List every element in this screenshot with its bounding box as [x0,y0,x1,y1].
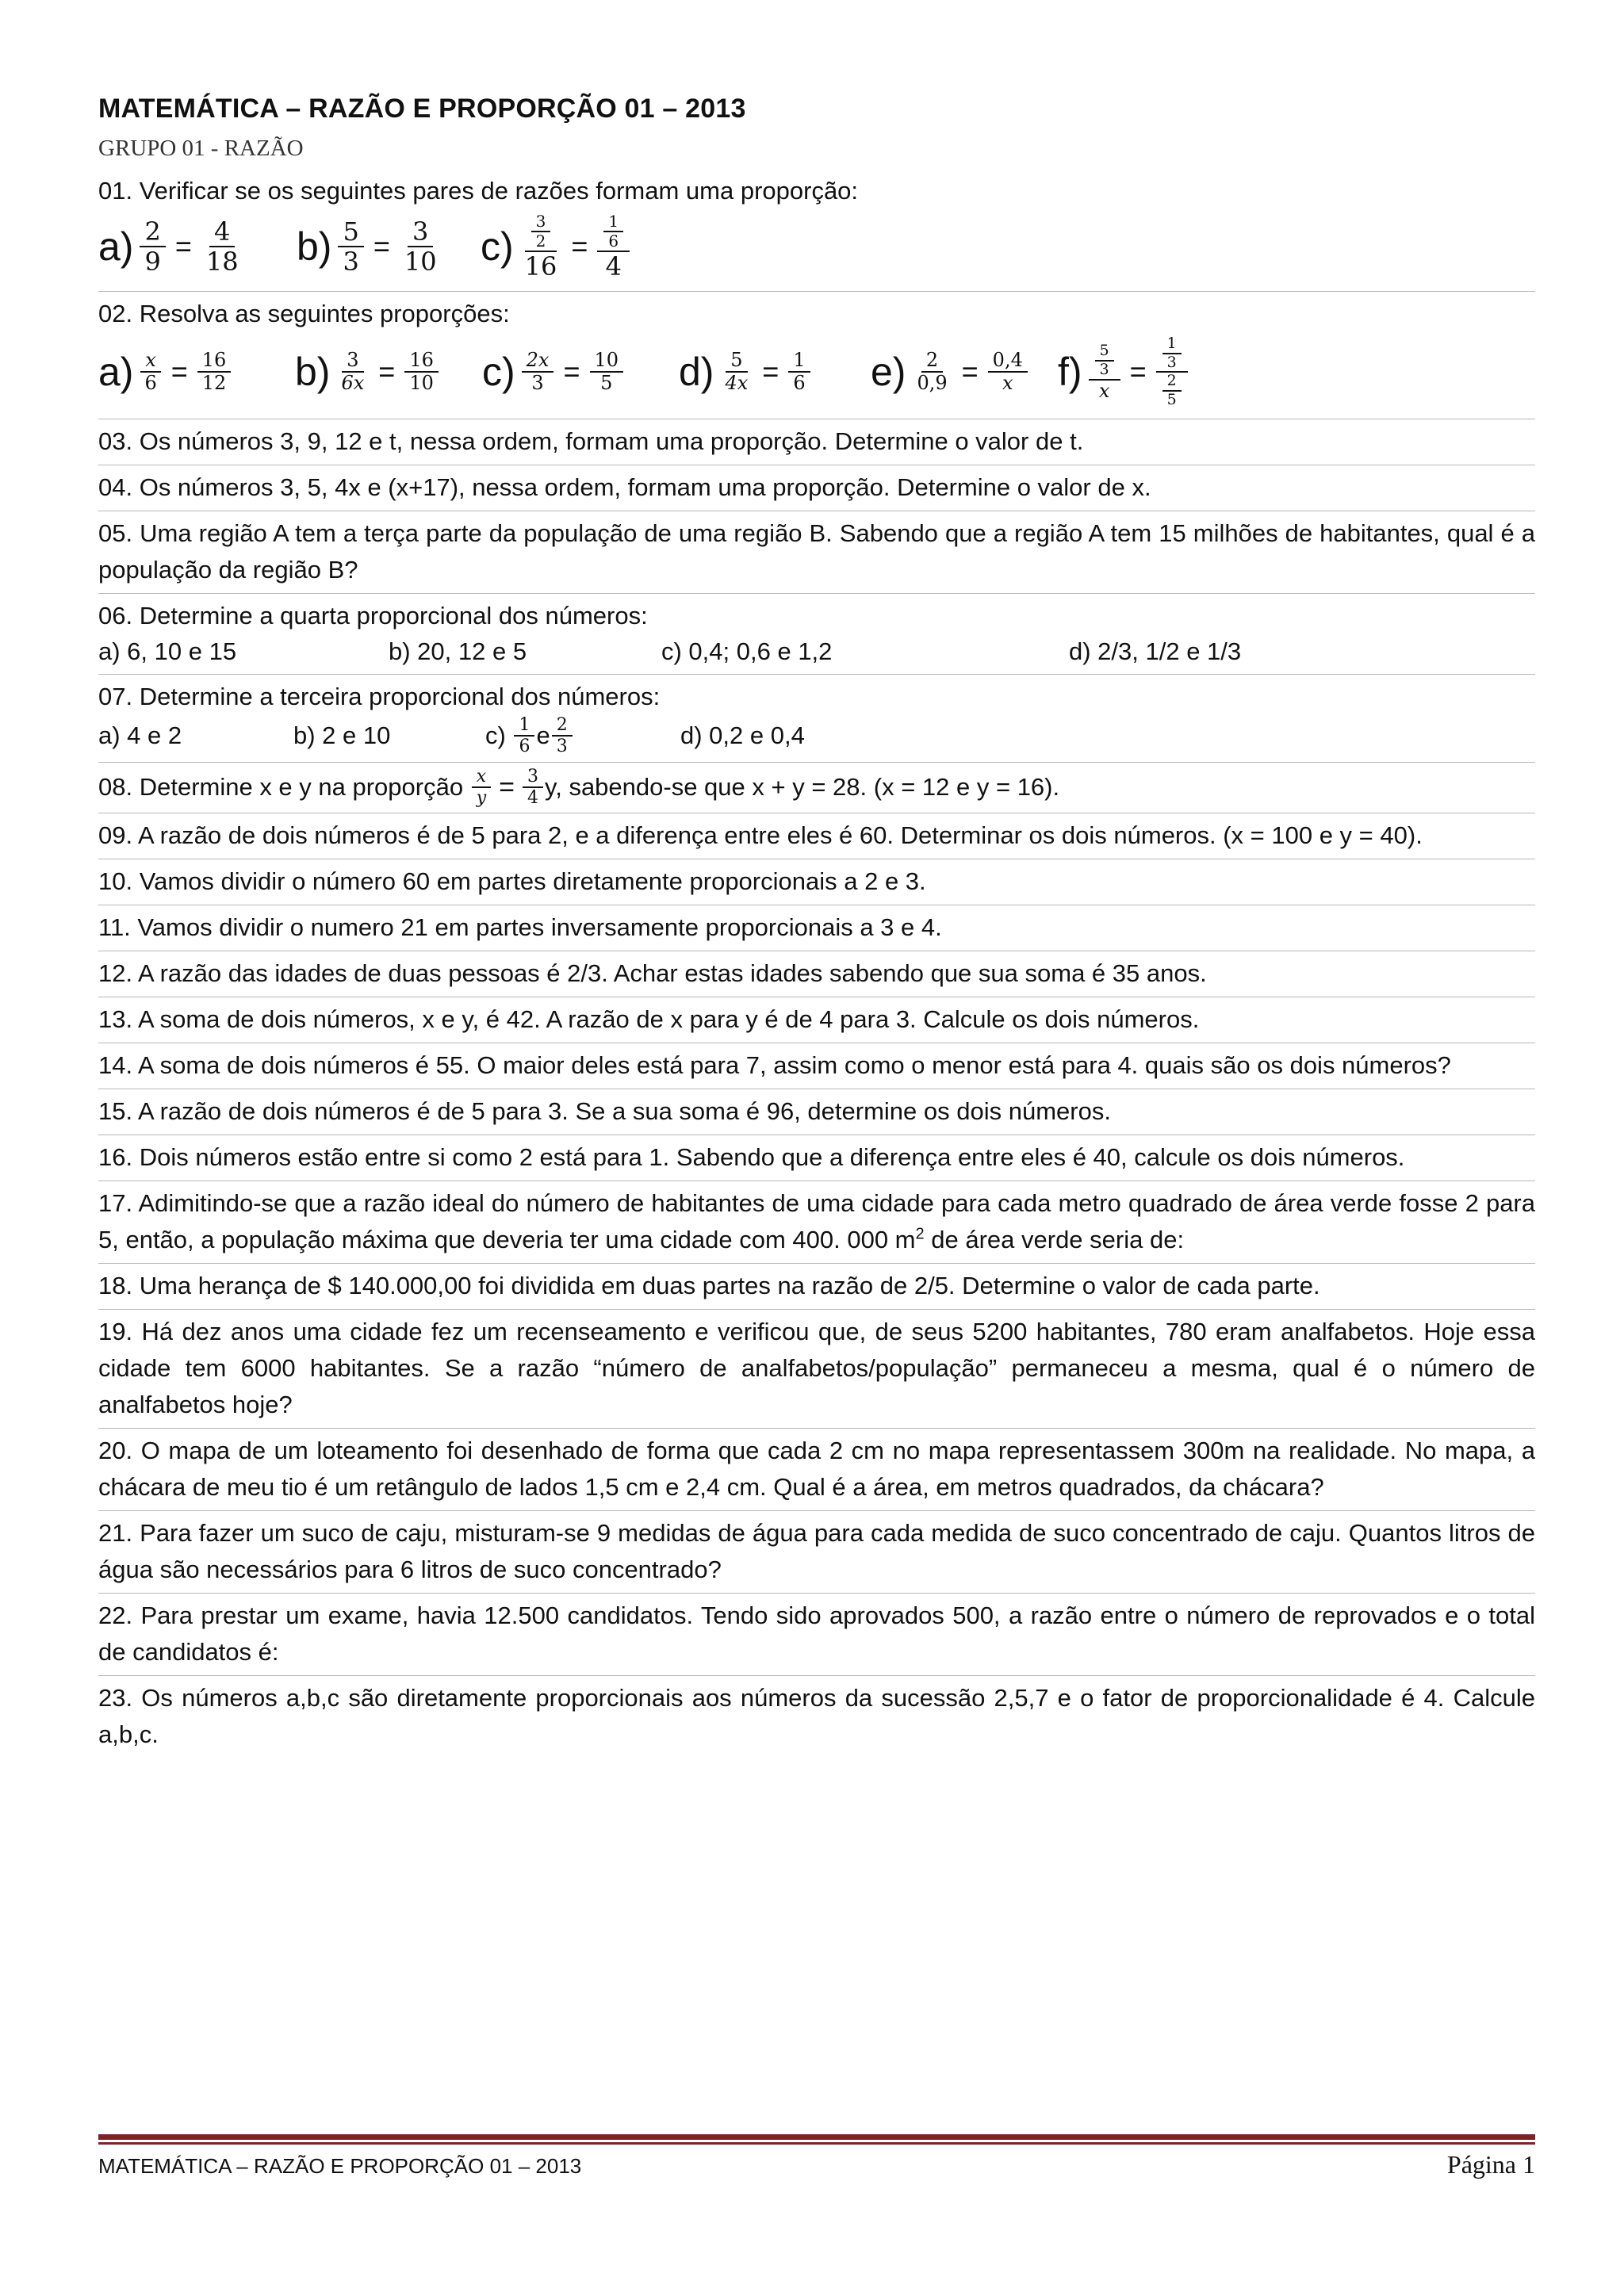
q02-item-c: c) $\frac{2x}{3}$ = $\frac{10}{5}$ [482,350,679,395]
q07-item-d: d) 0,2 e 0,4 [680,721,805,750]
fraction: $\frac{x}{y}$ [472,767,491,809]
q02-item-d: d) $\frac{5}{4x}$ = $\frac{1}{6}$ [679,350,871,395]
fraction: $\frac{5}{3}$ [338,217,363,277]
page-footer [98,2150,1535,2179]
question-15: 15. A razão de dois números é de 5 para 3. Se a sua soma é 96, determine os dois números. [98,1089,1535,1135]
question-16: 16. Dois números estão entre si como 2 está para 1. Sabendo que a diferença entre eles é 40, calcule os dois números. [98,1135,1535,1181]
q02-item-f: f) $\frac{\frac{5}{3}}{x}$ = $\frac{\frac{1}{3}}{\frac{2}{5}}$ [1058,335,1189,409]
question-02-items [98,332,1535,414]
fraction: $\frac{4}{18}$ [205,216,239,277]
question-19: 19. Há dez anos uma cidade fez um recenseamento e verificou que, de seus 5200 habitantes, 780 eram analfabetos. Hoje essa cidade tem 6000 habitantes. Se a razão “número de analfabetos/população” permaneceu a mesma, qual é o número de analfabetos hoje? [98,1310,1535,1429]
footer-title: MATEMÁTICA – RAZÃO E PROPORÇÃO 01 – 2013 [98,2154,582,2178]
q06-item-a: a) 6, 10 e 15 [98,637,237,666]
q07-item-a: a) 4 e 2 [98,721,182,750]
question-09: 09. A razão de dois números é de 5 para 2, e a diferença entre eles é 60. Determinar os dois números. (x = 100 e y = 40). [98,813,1535,859]
question-06-text: 06. Determine a quarta proporcional dos números: [98,602,648,630]
question-22: 22. Para prestar um exame, havia 12.500 candidatos. Tendo sido aprovados 500, a razão entre o número de reprovados e o total de candidatos é: [98,1594,1535,1676]
question-07-text: 07. Determine a terceira proporcional dos números: [98,683,661,711]
q07-item-b: b) 2 e 10 [293,721,391,750]
footer-rule [98,2134,1535,2145]
question-01 [98,173,1535,292]
fraction: $\frac{3}{10}$ [404,216,437,277]
question-12: 12. A razão das idades de duas pessoas é 2/3. Achar estas idades sabendo que sua soma é 35 anos. [98,951,1535,997]
q02-item-b: b) $\frac{3}{6x}$ = $\frac{16}{10}$ [295,350,482,395]
question-10: 10. Vamos dividir o número 60 em partes diretamente proporcionais a 2 e 3. [98,859,1535,905]
question-23: 23. Os números a,b,c são diretamente proporcionais aos números da sucessão 2,5,7 e o fator de proporcionalidade é 4. Calcule a,b,c. [98,1684,1535,1749]
question-03: 03. Os números 3, 9, 12 e t, nessa ordem, formam uma proporção. Determine o valor de t. [98,419,1535,465]
q01-item-b: b) $\frac{5}{3}$ = $\frac{3}{10}$ [297,217,481,277]
page-number: Página 1 [1446,2150,1535,2179]
question-21: 21. Para fazer um suco de caju, misturam-se 9 medidas de água para cada medida de suco concentrado de caju. Quantos litros de água são necessários para 6 litros de suco concentrado? [98,1511,1535,1594]
question-07-items [98,715,1535,757]
question-08: 08. Determine x e y na proporção $\frac{x}{y}$ = $\frac{3}{4}$ y, sabendo-se que x + y = 28. (x = 12 e y = 16). [98,763,1535,814]
question-13: 13. A soma de dois números, x e y, é 42. A razão de x para y é de 4 para 3. Calcule os dois números. [98,997,1535,1043]
q06-item-c: c) 0,4; 0,6 e 1,2 [661,637,833,666]
q06-item-d: d) 2/3, 1/2 e 1/3 [1069,637,1242,666]
page-title: MATEMÁTICA – RAZÃO E PROPORÇÃO 01 – 2013 [98,94,746,124]
q02-item-a: a) $\frac{x}{6}$ = $\frac{16}{12}$ [98,350,295,395]
q06-item-b: b) 20, 12 e 5 [389,637,527,666]
question-02 [98,292,1535,419]
compound-fraction: $\frac{\frac{1}{6}}{4}$ [597,212,630,281]
q07-item-c: c) $\frac{1}{6}$ e $\frac{2}{3}$ [485,715,680,757]
question-06-items [98,634,1535,669]
q02-item-e: e) $\frac{2}{0,9}$ = $\frac{0,4}{x}$ [871,350,1058,395]
question-11: 11. Vamos dividir o numero 21 em partes inversamente proporcionais a 3 e 4. [98,905,1535,951]
group-heading: GRUPO 01 - RAZÃO [98,136,304,161]
q01-item-c: c) $\frac{\frac{3}{2}}{16}$ = $\frac{\frac{1}{6}}{4}$ [481,212,631,281]
question-18: 18. Uma herança de $ 140.000,00 foi dividida em duas partes na razão de 2/5. Determine o valor de cada parte. [98,1264,1535,1310]
question-14: 14. A soma de dois números é 55. O maior deles está para 7, assim como o menor está para 4. quais são os dois números? [98,1043,1535,1089]
fraction: $\frac{3}{4}$ [523,767,543,809]
question-05: 05. Uma região A tem a terça parte da população de uma região B. Sabendo que a região A tem 15 milhões de habitantes, qual é a população da região B? [98,511,1535,594]
question-07 [98,675,1535,763]
question-06 [98,594,1535,675]
question-01-text: 01. Verificar se os seguintes pares de razões formam uma proporção: [98,177,859,205]
fraction: $\frac{2}{9}$ [140,217,165,277]
question-17: 17. Adimitindo-se que a razão ideal do número de habitantes de uma cidade para cada metro quadrado de área verde fosse 2 para 5, então, a população máxima que deveria ter uma cidade com 400. 000 $m^2$ de área verde seria de: [98,1181,1535,1264]
compound-fraction: $\frac{\frac{3}{2}}{16}$ [524,212,557,281]
q01-item-a: a) $\frac{2}{9}$ = $\frac{4}{18}$ [98,217,297,277]
question-02-text: 02. Resolva as seguintes proporções: [98,299,510,327]
question-20: 20. O mapa de um loteamento foi desenhado de forma que cada 2 cm no mapa representassem 300m na realidade. No mapa, a chácara de meu tio é um retângulo de lados 1,5 cm e 2,4 cm. Qual é a área, em metros quadrados, da chácara? [98,1429,1535,1511]
question-04: 04. Os números 3, 5, 4x e (x+17), nessa ordem, formam uma proporção. Determine o valor de x. [98,465,1535,511]
question-01-items [98,209,1535,286]
document-page [98,94,1535,1758]
